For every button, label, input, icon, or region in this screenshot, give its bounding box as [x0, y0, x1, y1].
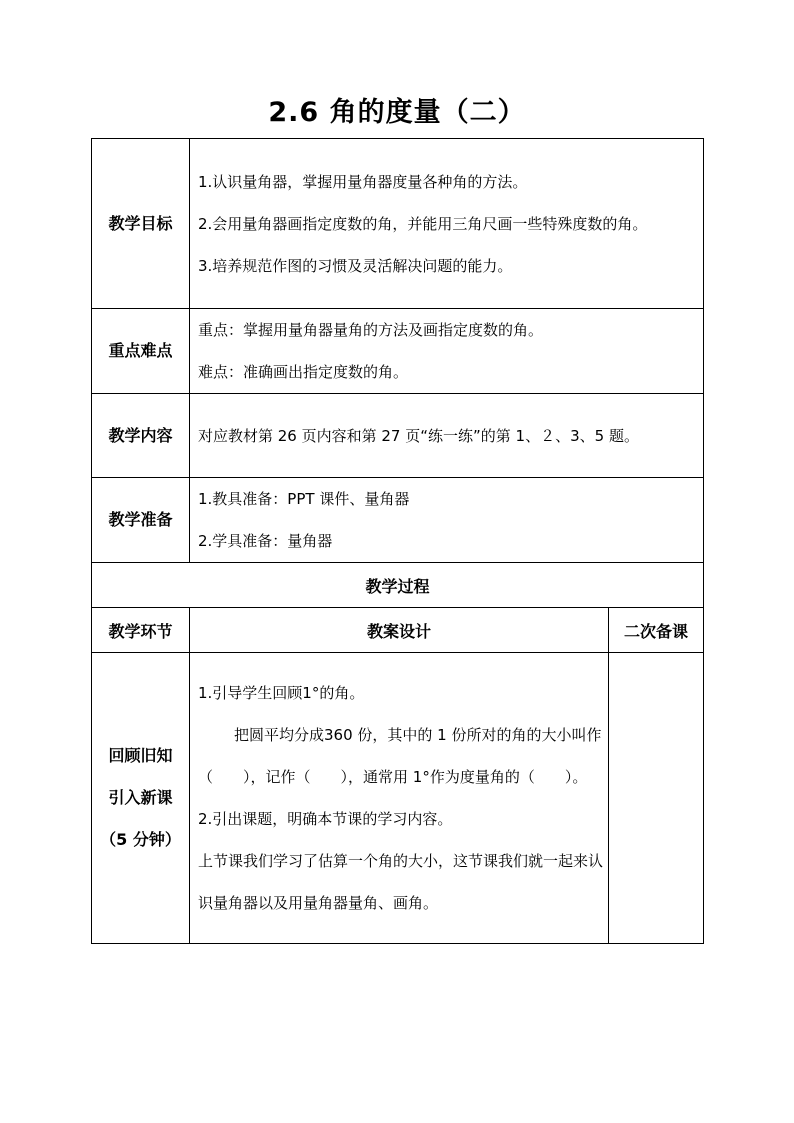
design-line: 上节课我们学习了估算一个角的大小，这节课我们就一起来认识量角器以及用量角器量角、画角。	[198, 852, 604, 912]
design-line: 2.引出课题，明确本节课的学习内容。	[198, 810, 453, 828]
prep-line: 1.教具准备：PPT 课件、量角器	[198, 490, 410, 508]
keypoint-line: 重点：掌握用量角器量角的方法及画指定度数的角。	[198, 321, 544, 339]
prep-label: 教学准备	[92, 478, 190, 563]
content-label: 教学内容	[92, 394, 190, 478]
col-stage-header: 教学环节	[92, 608, 190, 653]
stage1-label-line: 引入新课	[108, 788, 173, 807]
stage1-label-line: （5 分钟）	[100, 830, 181, 849]
page-title: 2.6 角的度量（二）	[268, 97, 526, 128]
prep-content	[190, 478, 704, 563]
keypoints-content	[190, 309, 704, 394]
row-keypoints	[92, 309, 704, 394]
row-process-header	[92, 563, 704, 608]
col-notes-header: 二次备课	[609, 608, 704, 653]
stage1-design	[190, 653, 609, 944]
stage1-label	[92, 653, 190, 944]
keypoints-label: 重点难点	[92, 309, 190, 394]
content-line: 对应教材第 26 页内容和第 27 页“练一练”的第 1、２、3、5 题。	[198, 426, 639, 445]
goal-line: 1.认识量角器，掌握用量角器度量各种角的方法。	[198, 172, 528, 191]
row-stage1	[92, 653, 704, 944]
goals-content	[190, 139, 704, 309]
row-prep	[92, 478, 704, 563]
prep-line: 2.学具准备：量角器	[198, 532, 333, 550]
design-line: 1.引导学生回顾1°的角。	[198, 684, 365, 702]
stage1-notes[interactable]	[609, 653, 704, 944]
col-design-header: 教案设计	[190, 608, 609, 653]
stage1-label-line: 回顾旧知	[108, 746, 173, 765]
process-header: 教学过程	[92, 563, 704, 608]
keypoint-line: 难点：准确画出指定度数的角。	[198, 363, 409, 381]
row-content	[92, 394, 704, 478]
goals-label: 教学目标	[92, 139, 190, 309]
design-line: 把圆平均分成360 份，其中的 1 份所对的角的大小叫作（ ），记作（ ），通常用 1°作为度量角的（ ）。	[198, 726, 602, 786]
row-column-headers	[92, 608, 704, 653]
content-text	[190, 394, 704, 478]
lesson-plan-table	[91, 138, 704, 944]
row-goals	[92, 139, 704, 309]
goal-line: 2.会用量角器画指定度数的角，并能用三角尺画一些特殊度数的角。	[198, 214, 648, 233]
goal-line: 3.培养规范作图的习惯及灵活解决问题的能力。	[198, 256, 513, 275]
